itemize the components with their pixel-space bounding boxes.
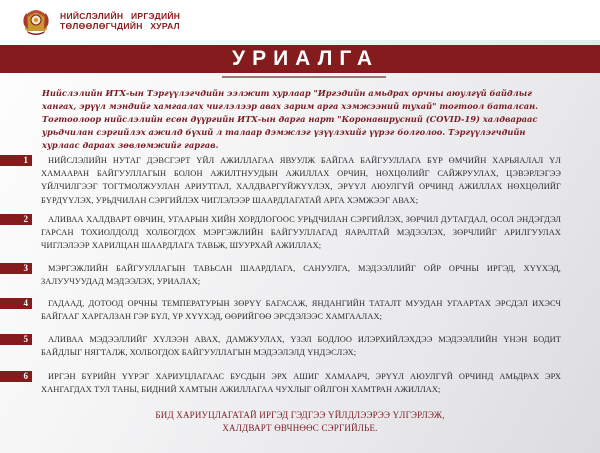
item-number-badge: 5	[0, 334, 32, 345]
org-name-line2: ТӨЛӨӨЛӨГЧДИЙН ХУРАЛ	[60, 20, 180, 31]
item-text: НИЙСЛЭЛИЙН НУТАГ ДЭВСГЭРТ ҮЙЛ АЖИЛЛАГАА ЯВУУЛЖ БАЙГАА БАЙГУУЛЛАГА БҮР ӨМЧИЙН ХАРЬЯАЛАЛ ҮЛ ХАМААРАН БАЙГУУЛЛАГЫН БОЛОН АЖИЛТНУУДЫН АЖИЛЛАХ ОРЧИН, НӨХЦӨЛИЙГ САЙЖРУУЛАХ, ЦЭВЭРЛЭГЭЭ ҮЙЛЧИЛГЭЭГ ТОГТМОЛЖУУЛАН АРИУТГАЛ, ХАЛДВАРГҮЙЖҮҮЛЭХ, ЭРҮҮЛ АЮУЛГҮЙ ОРЧИНД АЖИЛЛАХ НӨХЦӨЛИЙГ БҮРДҮҮЛЭХ, УРЬДЧИЛАН СЭРГИЙЛЭХ ЧИГЛЭЛЭЭР ШААРДЛАГАТАЙ АРГА ХЭМЖЭЭГ АВАХ;	[41, 156, 561, 205]
item-number-badge: 1	[0, 155, 32, 166]
intro-paragraph: Нийслэлийн ИТХ-ын Тэргүүлэгчдийн ээлжит хурлаар "Иргэдийн амьдрах орчны аюулгүй байдлыг хангах, эрүүл мэндийг хамгаалах чиглэлээр авах зарим арга хэмжээний тухай" тогтоол баталсан. Тогтоолоор нийслэлийн есөн дүүргийн ИТХ-ын дарга нарт "Коронавирусний (COVID-19) халдвараас урьдчилан сэргийлэх ажилд бүхий л талаар дэмжлэг үзүүлэхийг үүрэг болголоо. Тэргүүлэгчдийн хурлаас дараах зөвлөмжийг гаргав.	[42, 88, 539, 150]
org-name-line1: НИЙСЛЭЛИЙН ИРГЭДИЙН	[60, 11, 181, 21]
emblem-icon	[20, 5, 52, 37]
item-number-badge: 6	[0, 371, 32, 382]
item-text: ИРГЭН БҮРИЙН ҮҮРЭГ ХАРИУЦЛАГААС БУСДЫН ЭРХ АШИГ ХАМААРЧ, ЭРҮҮЛ АЮУЛГҮЙ ОРЧИНД АМЬДРАХ ЭРХ ХАНГАГДАХ ТУЛ ТАНЫ, БИДНИЙ ХАМТЫН АЖИЛЛАГАА ЧУХЛЫГ ОЙЛГОН ХАМТРАН АЖИЛЛАХ;	[41, 372, 561, 395]
slogan-line1: БИД ХАРИУЦЛАГАТАЙ ИРГЭД ГЭДГЭЭ ҮЙЛДЛЭЭРЭЭ ҮЛГЭРЛЭЖ,	[155, 410, 445, 420]
footer-slogan	[120, 409, 480, 435]
item-text: АЛИВАА ХАЛДВАРТ ӨВЧИН, УГААРЫН ХИЙН ХОРДЛОГООС УРЬДЧИЛАН СЭРГИЙЛЭХ, ЗӨРЧИЛ ДУТАГДАЛ, ОСОЛ ЭНДЭГДЭЛ ГАРСАН ТОХИОЛДОЛД ХОЛБОГДОХ МЭРГЭЖЛИЙН БАЙГУУЛЛАГАД ЯАРАЛТАЙ МЭДЭЭЛЭХ, ЗӨРЧЛИЙГ АРИЛГУУЛАХ ЧИГЛЭЛЭЭР ХАРИЛЦАН ШААРДЛАГА ТАВЬЖ, ШУУРХАЙ АЖИЛЛАХ;	[41, 215, 561, 251]
item-number-badge: 2	[0, 214, 32, 225]
item-number-badge: 4	[0, 298, 32, 309]
item-text: ГАДААД, ДОТООД ОРЧНЫ ТЕМПЕРАТУРЫН ЗӨРҮҮ БАГАСАЖ, ЯНДАНГИЙН ТАТАЛТ МУУДАН УГААРТАХ ЭРСДЭЛ ИХЭСЧ БАЙГААГ ХАРГАЛЗАН ГЭР БҮЛ, ҮР ХҮҮХЭД, ӨӨРИЙГӨӨ ЭРСДЭЛЭЭС ХАМГААЛАХ;	[41, 299, 561, 322]
slogan-line2: ХАЛДВАРТ ӨВЧНӨӨС СЭРГИЙЛЬЕ.	[222, 423, 378, 433]
item-text: МЭРГЭЖЛИЙН БАЙГУУЛЛАГЫН ТАВЬСАН ШААРДЛАГА, САНУУЛГА, МЭДЭЭЛЛИЙГ ОЙР ОРЧНЫ ИРГЭД, ХҮҮХЭД, ЗАЛУУЧУУДАД МЭДЭЭЛЭХ, УРИАЛАХ;	[41, 264, 561, 287]
org-name	[60, 12, 180, 31]
header	[0, 0, 600, 40]
item-text: АЛИВАА МЭДЭЭЛЛИЙГ ХҮЛЭЭН АВАХ, ДАМЖУУЛАХ, ҮЗЭЛ БОДЛОО ИЛЭРХИЙЛЭХДЭЭ МЭДЭЭЛЛИЙН ҮНЭН БОДИТ БАЙДЛЫГ НЯГТАЛЖ, ХОЛБОГДОХ БАЙГУУЛЛАГЫН МЭДЭЭЛЭЛД ҮНДЭСЛЭХ;	[41, 335, 561, 358]
page-title: УРИАЛГА	[232, 47, 380, 70]
item-number-badge: 3	[0, 263, 32, 274]
title-underline	[222, 76, 386, 78]
